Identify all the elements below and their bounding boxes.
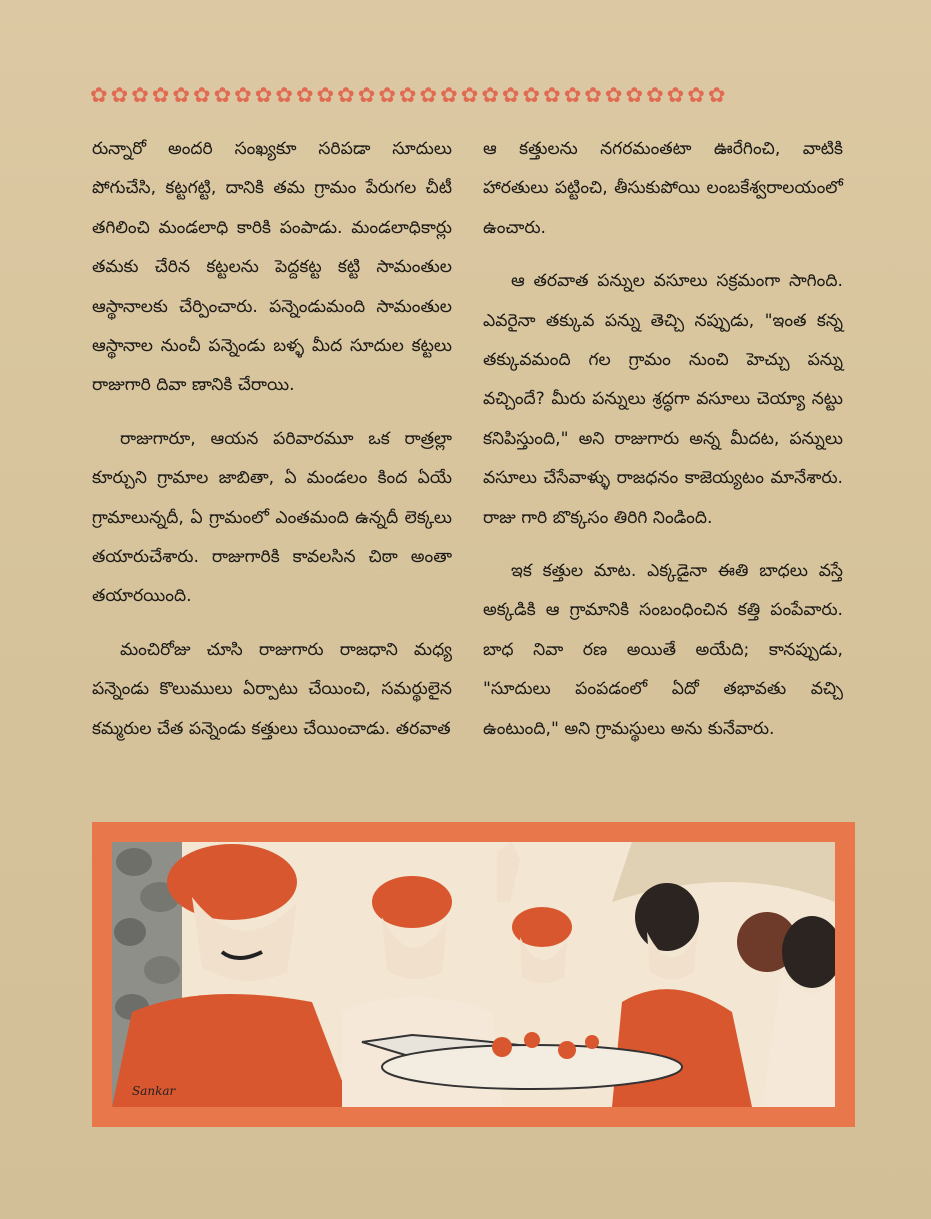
- paragraph: ఆ తరవాత పన్నుల వసూలు సక్రమంగా సాగింది. ఎవరైనా తక్కువ పన్ను తెచ్చి నప్పుడు, "ఇంత కన్న తక్కువమంది గల గ్రామం నుంచి హెచ్చు పన్ను వచ్చిందే? మీరు పన్నులు శ్రద్ధగా వసూలు చెయ్యా నట్టు కనిపిస్తుంది," అని రాజుగారు అన్న మీదట, పన్నులు వసూలు చేసేవాళ్ళు రాజధనం కాజెయ్యటం మానేశారు. రాజు గారి బొక్కసం తిరిగి నిండింది.: [483, 271, 843, 528]
- left-text-column: [92, 130, 452, 749]
- artist-signature: Sankar: [132, 1084, 176, 1098]
- border-glyphs: ✿✿✿✿✿✿✿✿✿✿✿✿✿✿✿✿✿✿✿✿✿✿✿✿✿✿✿✿✿✿✿: [90, 83, 729, 107]
- paragraph: రాజుగారూ, ఆయన పరివారమూ ఒక రాత్రల్లా కూర్చుని గ్రామాల జాబితా, ఏ మండలం కింద ఏయే గ్రామాలున్నదీ, ఏ గ్రామంలో ఎంతమంది ఉన్నదీ లెక్కలు తయారుచేశారు. రాజుగారికి కావలసిన చిఠా అంతా తయారయింది.: [92, 428, 452, 607]
- right-text-column: [483, 130, 843, 749]
- illustration-scene: [112, 842, 835, 1107]
- paragraph: ఆ కత్తులను నగరమంతటా ఊరేగించి, వాటికి హారతులు పట్టించి, తీసుకుపోయి లంబకేశ్వరాలయంలో ఉంచారు.: [483, 139, 843, 238]
- decorative-border: [90, 80, 856, 110]
- paragraph: ఇక కత్తుల మాట. ఎక్కడైనా ఈతి బాధలు వస్తే అక్కడికి ఆ గ్రామానికి సంబంధించిన కత్తి పంపేవారు. బాధ నివా రణ అయితే అయేది; కానప్పుడు, "సూదులు పంపడంలో ఏదో తభావతు వచ్చి ఉంటుంది," అని గ్రామస్థులు అను కునేవారు.: [483, 561, 843, 739]
- paragraph: రున్నారో అందరి సంఖ్యకూ సరిపడా సూదులు పోగుచేసి, కట్టగట్టి, దానికి తమ గ్రామం పేరుగల చీటీ తగిలించి మండలాధి కారికి పంపాడు. మండలాధికార్లు తమకు చేరిన కట్టలను పెద్దకట్ట కట్టి సామంతుల ఆస్థానాలకు చేర్పించారు. పన్నెండుమంది సామంతుల ఆస్థానాల నుంచీ పన్నెండు బళ్ళ మీద సూదుల కట్టలు రాజుగారి దివా ణానికి చేరాయి.: [92, 139, 452, 396]
- paragraph: మంచిరోజు చూసి రాజుగారు రాజధాని మధ్య పన్నెండు కొలుములు ఏర్పాటు చేయించి, సమర్థులైన కమ్మరుల చేత పన్నెండు కత్తులు చేయించాడు. తరవాత: [92, 639, 452, 739]
- story-illustration: [92, 822, 855, 1127]
